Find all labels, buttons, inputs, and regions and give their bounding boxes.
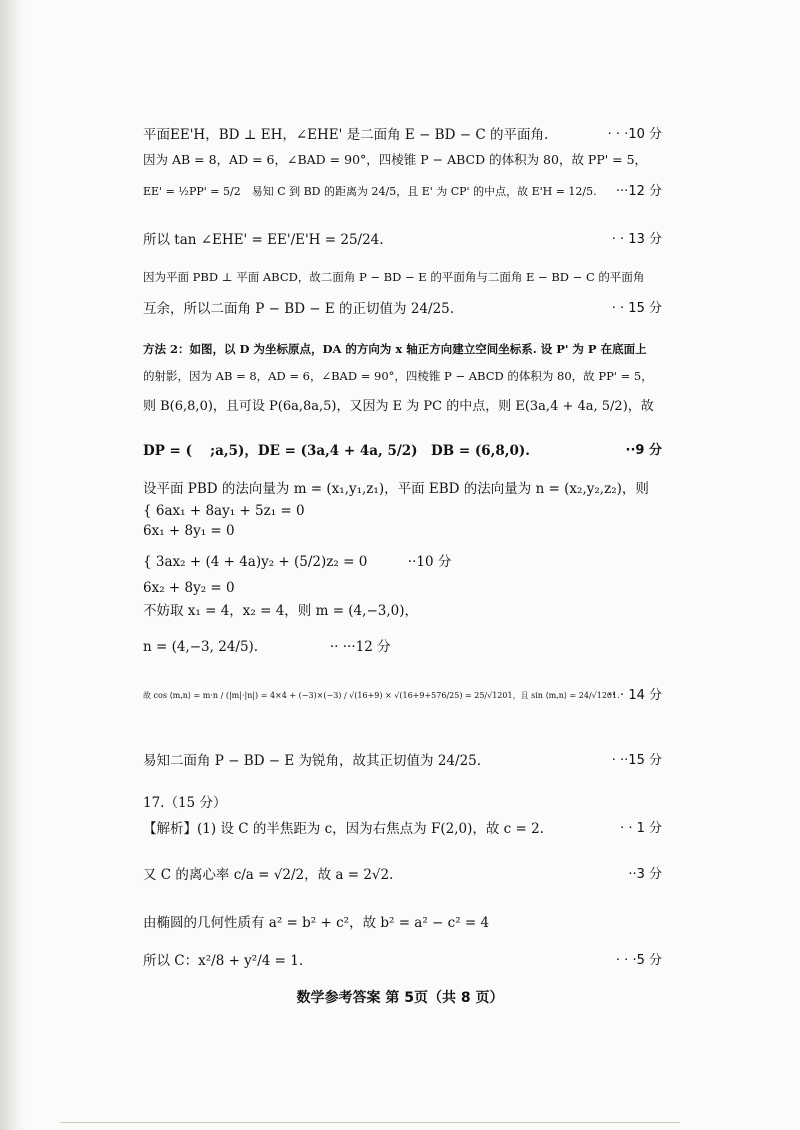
question-heading: 17.（15 分） (143, 795, 227, 811)
score-mark: · · ·5 分 (615, 953, 662, 968)
text-line: 又 C 的离心率 c/a = √2/2，故 a = 2√2. ··3 分 (143, 867, 662, 883)
text-line: EE' = ½PP' = 5/2 易知 C 到 BD 的距离为 24/5，且 E' 为 CP' 的中点，故 E'H = 12/5. ···12 分 (143, 184, 662, 199)
score-mark: ··9 分 (625, 443, 662, 458)
text-line: 所以 tan ∠EHE' = EE'/E'H = 25/24. · · 13 分 (143, 232, 662, 248)
equation-line: { 6ax₁ + 8ay₁ + 5z₁ = 0 (143, 503, 305, 519)
text-line: 因为平面 PBD ⊥ 平面 ABCD，故二面角 P − BD − E 的平面角与二面角 E − BD − C 的平面角 (143, 270, 645, 284)
score-mark: ···12 分 (615, 184, 662, 199)
equation-line: { 3ax₂ + (4 + 4a)y₂ + (5/2)z₂ = 0 ··10 分 (143, 554, 452, 570)
text-line: 互余，所以二面角 P − BD − E 的正切值为 24/25. · · 15 分 (143, 301, 662, 317)
text-line: 易知二面角 P − BD − E 为锐角，故其正切值为 24/25. · ··15 分 (143, 753, 662, 769)
text-line: 因为 AB = 8，AD = 6，∠BAD = 90°，四棱锥 P − ABCD 的体积为 80，故 PP' = 5， (143, 152, 648, 167)
text-line: 【解析】(1) 设 C 的半焦距为 c，因为右焦点为 F(2,0)，故 c = 2. · · 1 分 (143, 821, 662, 837)
score-mark: ·· · 14 分 (607, 688, 662, 703)
page-footer: 数学参考答案 第 5页（共 8 页） (296, 990, 504, 1006)
equation-line: 6x₁ + 8y₁ = 0 (143, 523, 235, 539)
text-line: 方法 2：如图，以 D 为坐标原点，DA 的方向为 x 轴正方向建立空间坐标系. 设 P' 为 P 在底面上 (143, 342, 647, 356)
text-line: 则 B(6,8,0)，且可设 P(6a,8a,5)，又因为 E 为 PC 的中点，则 E(3a,4 + 4a, 5/2)，故 (143, 399, 654, 414)
text-line: 故 cos ⟨m,n⟩ = m·n / (|m|·|n|) = 4×4 + (−3)×(−3) / √(16+9) × √(16+9+576/25) = 25/√1201，且 sin ⟨m,n⟩ = 24/√1201. ·· · 14 分 (143, 688, 662, 703)
text-line: 设平面 PBD 的法向量为 m = (x₁,y₁,z₁)，平面 EBD 的法向量为 n = (x₂,y₂,z₂)，则 (143, 481, 649, 497)
text-line: 平面EE'H，BD ⊥ EH，∠EHE' 是二面角 E − BD − C 的平面角. · · ·10 分 (143, 127, 662, 143)
text-line: 不妨取 x₁ = 4，x₂ = 4，则 m = (4,−3,0)， (143, 603, 418, 619)
score-mark: · ··15 分 (611, 753, 662, 768)
score-mark: · · 13 分 (611, 232, 662, 247)
text-line: 所以 C：x²/8 + y²/4 = 1. · · ·5 分 (143, 953, 662, 969)
text-line: DP = ( ;a,5)，DE = (3a,4 + 4a, 5/2) DB = (6,8,0). ··9 分 (143, 443, 662, 459)
score-mark: · · 15 分 (611, 301, 662, 316)
text-line: 的射影，因为 AB = 8，AD = 6，∠BAD = 90°，四棱锥 P − ABCD 的体积为 80，故 PP' = 5， (143, 369, 653, 383)
page-bottom-divider (60, 1122, 680, 1123)
score-mark: ··3 分 (628, 867, 662, 882)
score-mark: · · ·10 分 (607, 127, 662, 142)
equation-line: 6x₂ + 8y₂ = 0 (143, 580, 235, 596)
text-line: n = (4,−3, 24/5). ·· ···12 分 (143, 639, 391, 655)
score-mark: · · 1 分 (620, 821, 662, 836)
text-line: 由椭圆的几何性质有 a² = b² + c²，故 b² = a² − c² = 4 (143, 915, 490, 931)
scan-shadow (0, 0, 26, 1130)
